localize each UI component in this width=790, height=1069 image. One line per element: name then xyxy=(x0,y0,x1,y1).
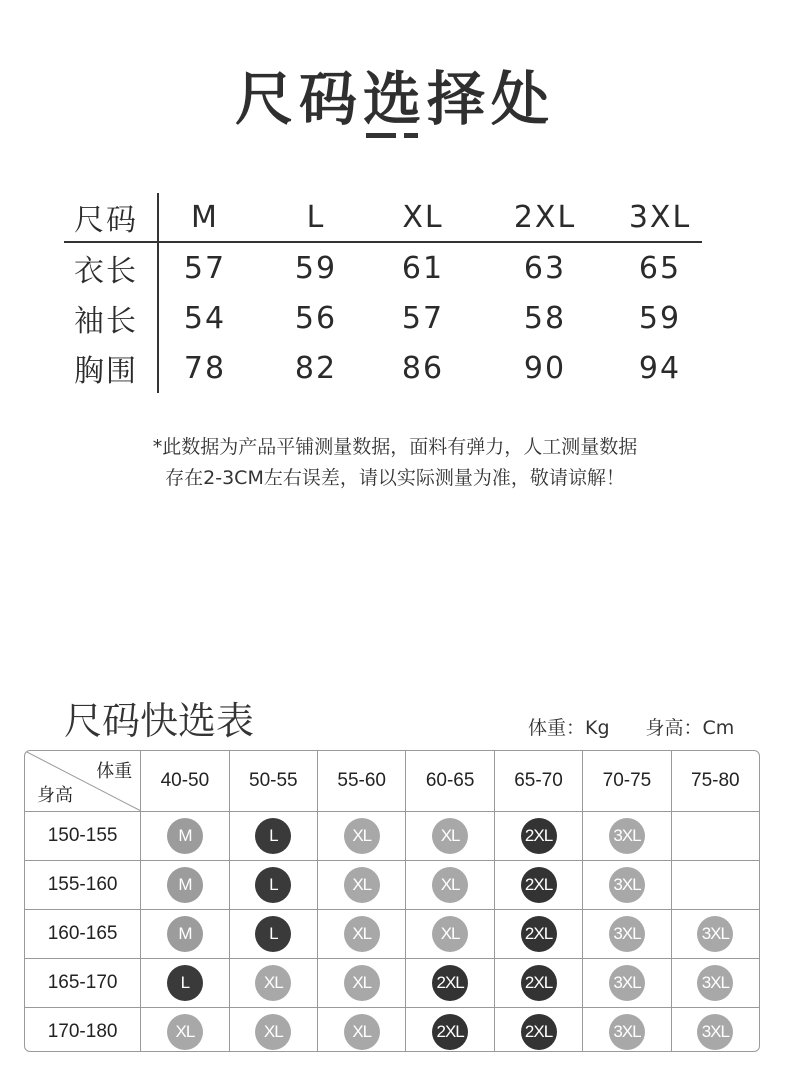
unit-height: 身高：Cm xyxy=(645,717,735,739)
size-value-cell: 58 xyxy=(523,300,567,336)
size-value-cell: 57 xyxy=(401,300,445,336)
size-value-cell: 56 xyxy=(294,300,338,336)
size-value-cell: 57 xyxy=(183,250,227,286)
size-recommendation-cell xyxy=(229,1008,317,1052)
note-line-1: *此数据为产品平铺测量数据，面料有弹力，人工测量数据 xyxy=(152,436,638,458)
size-recommendation-cell xyxy=(671,1008,759,1052)
size-chart-row-label: 衣长 xyxy=(64,243,159,293)
size-badge: 3XL xyxy=(697,1014,733,1050)
size-recommendation-cell xyxy=(140,861,228,909)
size-badge: L xyxy=(255,867,291,903)
size-chart-header-row xyxy=(64,193,702,243)
size-recommendation-cell xyxy=(671,959,759,1007)
size-badge: XL xyxy=(255,1014,291,1050)
size-recommendation-cell xyxy=(317,812,405,860)
size-badge: 2XL xyxy=(521,1014,557,1050)
size-recommendation-cell xyxy=(405,959,493,1007)
size-value-cell: 65 xyxy=(638,250,682,286)
size-recommendation-cell xyxy=(494,1008,582,1052)
corner-header-cell xyxy=(25,751,140,811)
size-recommendation-cell xyxy=(140,910,228,958)
measurement-note xyxy=(0,432,790,494)
size-value-cell: 78 xyxy=(183,350,227,386)
size-badge: 2XL xyxy=(521,867,557,903)
size-badge: XL xyxy=(167,1014,203,1050)
size-value-cell: 63 xyxy=(523,250,567,286)
size-recommendation-cell xyxy=(405,812,493,860)
size-badge: M xyxy=(167,867,203,903)
unit-weight: 体重：Kg xyxy=(528,717,610,739)
size-value-cell: 82 xyxy=(294,350,338,386)
size-header-cell: L xyxy=(306,199,326,235)
size-recommendation-cell xyxy=(494,812,582,860)
size-badge: 3XL xyxy=(697,916,733,952)
quick-select-title: 尺码快选表 xyxy=(64,699,255,743)
units-legend xyxy=(528,713,770,740)
size-recommendation-cell xyxy=(582,1008,670,1052)
size-recommendation-cell xyxy=(317,959,405,1007)
corner-weight-label: 体重 xyxy=(96,761,133,781)
size-chart-row xyxy=(64,343,702,393)
size-badge: 3XL xyxy=(609,1014,645,1050)
size-recommendation-cell xyxy=(671,861,759,909)
size-chart-header-label: 尺码 xyxy=(64,193,159,241)
height-range-cell: 170-180 xyxy=(47,1021,118,1042)
size-recommendation-cell xyxy=(317,1008,405,1052)
height-range-cell: 165-170 xyxy=(47,972,118,993)
size-badge: 3XL xyxy=(609,916,645,952)
note-line-2: 存在2-3CM左右误差，请以实际测量为准，敬请谅解！ xyxy=(165,467,625,489)
size-recommendation-cell xyxy=(494,861,582,909)
size-recommendation-cell xyxy=(405,861,493,909)
size-header-cell: 2XL xyxy=(513,199,577,235)
size-recommendation-cell xyxy=(494,910,582,958)
corner-height-label: 身高 xyxy=(37,785,73,805)
size-value-cell: 90 xyxy=(523,350,567,386)
weight-header-cell: 75-80 xyxy=(671,751,759,811)
size-recommendation-cell xyxy=(671,910,759,958)
weight-header-cell: 50-55 xyxy=(229,751,317,811)
size-badge: XL xyxy=(344,916,380,952)
size-badge: 3XL xyxy=(609,818,645,854)
size-recommendation-cell xyxy=(140,812,228,860)
size-header-cell: 3XL xyxy=(628,199,692,235)
size-chart-row xyxy=(64,293,702,343)
size-header-cell: XL xyxy=(402,199,444,235)
size-recommendation-cell xyxy=(229,910,317,958)
size-badge: 3XL xyxy=(609,965,645,1001)
weight-header-cell: 70-75 xyxy=(582,751,670,811)
quick-select-table xyxy=(24,750,760,1052)
height-range-cell: 160-165 xyxy=(47,923,118,944)
title-underline-long xyxy=(366,133,396,138)
quick-table-row xyxy=(25,1008,759,1052)
size-badge: 3XL xyxy=(609,867,645,903)
page-title: 尺码选择处 xyxy=(234,65,555,133)
weight-header-cell: 55-60 xyxy=(317,751,405,811)
quick-table-header-row xyxy=(25,751,759,812)
size-chart-table xyxy=(64,193,702,393)
quick-table-row xyxy=(25,812,759,861)
size-recommendation-cell xyxy=(140,959,228,1007)
size-badge: XL xyxy=(344,965,380,1001)
size-badge: L xyxy=(167,965,203,1001)
size-badge: 2XL xyxy=(432,965,468,1001)
size-badge: XL xyxy=(432,818,468,854)
size-value-cell: 54 xyxy=(183,300,227,336)
size-recommendation-cell xyxy=(405,910,493,958)
size-chart-row xyxy=(64,243,702,293)
size-value-cell: 59 xyxy=(638,300,682,336)
size-recommendation-cell xyxy=(229,812,317,860)
height-range-cell: 150-155 xyxy=(47,825,118,846)
size-badge: 2XL xyxy=(432,1014,468,1050)
size-recommendation-cell xyxy=(317,910,405,958)
size-recommendation-cell xyxy=(494,959,582,1007)
size-badge: XL xyxy=(432,867,468,903)
size-header-cell: M xyxy=(191,199,219,235)
size-chart-row-label: 袖长 xyxy=(64,293,159,343)
quick-table-row xyxy=(25,910,759,959)
size-recommendation-cell xyxy=(229,861,317,909)
size-recommendation-cell xyxy=(671,812,759,860)
size-badge: 2XL xyxy=(521,818,557,854)
size-badge: L xyxy=(255,916,291,952)
title-underline-short xyxy=(404,133,418,138)
size-recommendation-cell xyxy=(582,910,670,958)
size-badge: XL xyxy=(344,867,380,903)
size-recommendation-cell xyxy=(582,812,670,860)
size-badge: XL xyxy=(344,1014,380,1050)
size-badge: 3XL xyxy=(697,965,733,1001)
quick-table-row xyxy=(25,959,759,1008)
size-recommendation-cell xyxy=(229,959,317,1007)
weight-header-cell: 65-70 xyxy=(494,751,582,811)
weight-header-cell: 40-50 xyxy=(140,751,228,811)
size-badge: L xyxy=(255,818,291,854)
size-value-cell: 61 xyxy=(401,250,445,286)
size-value-cell: 94 xyxy=(638,350,682,386)
size-badge: M xyxy=(167,916,203,952)
size-badge: 2XL xyxy=(521,965,557,1001)
size-badge: M xyxy=(167,818,203,854)
size-recommendation-cell xyxy=(140,1008,228,1052)
size-badge: 2XL xyxy=(521,916,557,952)
quick-table-row xyxy=(25,861,759,910)
size-recommendation-cell xyxy=(582,959,670,1007)
size-recommendation-cell xyxy=(317,861,405,909)
size-badge: XL xyxy=(344,818,380,854)
size-badge: XL xyxy=(255,965,291,1001)
size-value-cell: 86 xyxy=(401,350,445,386)
size-chart-row-label: 胸围 xyxy=(64,343,159,393)
height-range-cell: 155-160 xyxy=(47,874,118,895)
size-badge: XL xyxy=(432,916,468,952)
weight-header-cell: 60-65 xyxy=(405,751,493,811)
size-recommendation-cell xyxy=(405,1008,493,1052)
size-recommendation-cell xyxy=(582,861,670,909)
size-value-cell: 59 xyxy=(294,250,338,286)
